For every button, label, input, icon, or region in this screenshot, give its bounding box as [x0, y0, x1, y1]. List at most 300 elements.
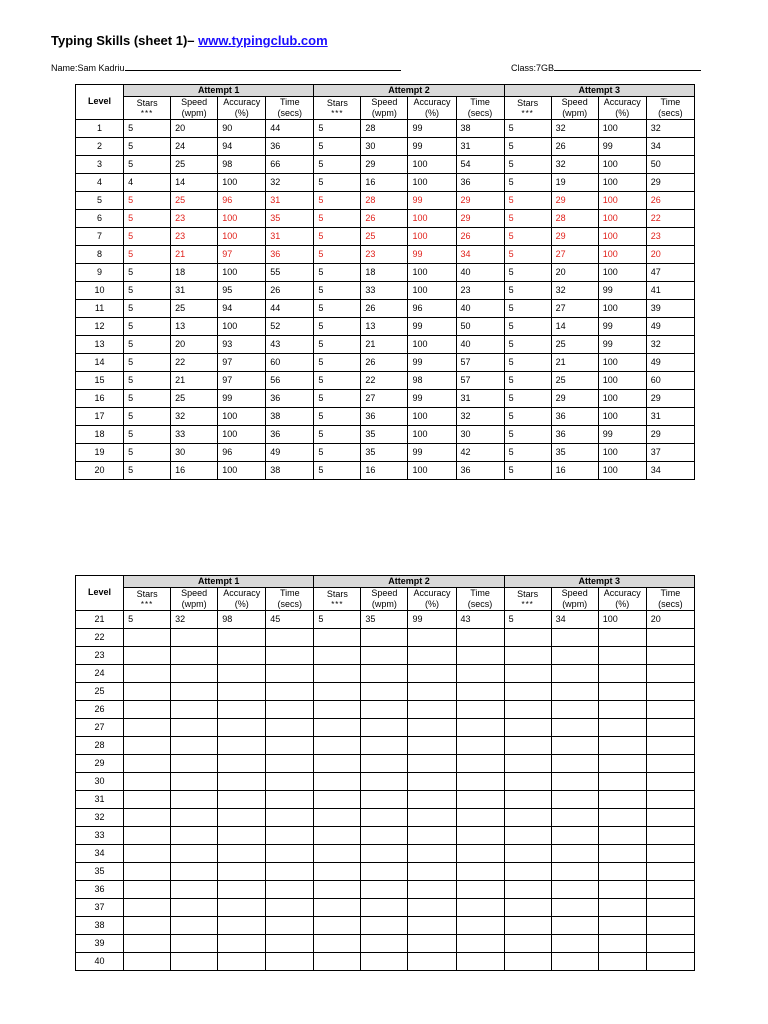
score-cell: 5 — [504, 444, 551, 462]
score-cell: 96 — [218, 444, 266, 462]
column-header — [314, 97, 361, 120]
column-header-line1: Time — [660, 588, 681, 598]
score-cell — [456, 719, 504, 737]
score-cell — [456, 773, 504, 791]
score-cell — [171, 935, 218, 953]
score-cell — [314, 863, 361, 881]
table-row — [76, 282, 695, 300]
score-cell: 38 — [266, 408, 314, 426]
table-row — [76, 629, 695, 647]
score-cell — [551, 665, 598, 683]
score-cell — [456, 665, 504, 683]
score-cell: 100 — [598, 228, 646, 246]
score-cell: 100 — [598, 246, 646, 264]
score-cell — [408, 863, 456, 881]
score-cell — [124, 701, 171, 719]
score-cell — [266, 881, 314, 899]
attempt-header: Attempt 3 — [504, 576, 694, 588]
score-cell: 100 — [218, 228, 266, 246]
score-cell — [218, 629, 266, 647]
column-header — [456, 97, 504, 120]
score-cell: 5 — [314, 372, 361, 390]
score-cell: 99 — [598, 426, 646, 444]
column-header — [504, 97, 551, 120]
score-cell — [314, 701, 361, 719]
score-cell: 5 — [504, 408, 551, 426]
score-cell: 5 — [314, 156, 361, 174]
level-cell: 12 — [76, 318, 124, 336]
score-cell: 99 — [218, 390, 266, 408]
score-cell: 5 — [124, 408, 171, 426]
score-cell — [646, 629, 694, 647]
score-cell — [646, 647, 694, 665]
score-cell: 25 — [551, 336, 598, 354]
score-cell — [456, 647, 504, 665]
score-cell: 21 — [361, 336, 408, 354]
score-cell: 36 — [551, 426, 598, 444]
column-header-row — [76, 588, 695, 611]
score-cell — [314, 629, 361, 647]
score-cell: 100 — [598, 390, 646, 408]
level-cell: 38 — [76, 917, 124, 935]
score-cell — [456, 935, 504, 953]
score-cell: 20 — [171, 120, 218, 138]
score-cell: 5 — [124, 336, 171, 354]
column-header-line1: Accuracy — [603, 97, 641, 107]
score-cell — [171, 665, 218, 683]
table-row — [76, 246, 695, 264]
table-row — [76, 156, 695, 174]
score-cell — [218, 845, 266, 863]
score-cell — [408, 737, 456, 755]
score-cell: 5 — [504, 372, 551, 390]
score-cell — [504, 791, 551, 809]
level-cell: 23 — [76, 647, 124, 665]
column-header-line1: Stars — [517, 589, 539, 599]
score-cell — [218, 809, 266, 827]
score-cell: 99 — [408, 246, 456, 264]
score-cell: 100 — [218, 426, 266, 444]
score-cell: 99 — [408, 120, 456, 138]
score-cell: 19 — [551, 174, 598, 192]
score-cell: 5 — [124, 462, 171, 480]
score-cell — [551, 647, 598, 665]
score-cell: 36 — [361, 408, 408, 426]
score-cell: 5 — [504, 210, 551, 228]
level-cell: 18 — [76, 426, 124, 444]
score-cell — [218, 665, 266, 683]
score-cell — [646, 863, 694, 881]
score-cell — [456, 629, 504, 647]
column-header — [551, 97, 598, 120]
column-header — [598, 588, 646, 611]
column-header-line2: (wpm) — [181, 599, 207, 609]
score-cell: 36 — [456, 174, 504, 192]
score-cell — [504, 647, 551, 665]
score-cell — [456, 827, 504, 845]
level-cell: 8 — [76, 246, 124, 264]
score-cell — [504, 881, 551, 899]
attempts-header-row — [76, 576, 695, 588]
name-label: Name:Sam Kadriu — [51, 63, 125, 73]
level-cell: 20 — [76, 462, 124, 480]
score-cell — [551, 719, 598, 737]
level-cell: 28 — [76, 737, 124, 755]
score-cell: 18 — [361, 264, 408, 282]
score-cell — [598, 647, 646, 665]
score-cell — [361, 737, 408, 755]
column-header — [646, 97, 694, 120]
score-cell: 23 — [361, 246, 408, 264]
score-cell — [266, 899, 314, 917]
class-underline — [554, 61, 701, 71]
typingclub-link[interactable]: www.typingclub.com — [198, 33, 328, 48]
score-cell — [314, 899, 361, 917]
score-cell — [361, 629, 408, 647]
score-cell: 96 — [408, 300, 456, 318]
column-header-line2: (secs) — [277, 108, 303, 118]
score-cell: 35 — [361, 426, 408, 444]
score-cell: 32 — [171, 611, 218, 629]
score-cell — [314, 935, 361, 953]
score-cell: 27 — [361, 390, 408, 408]
score-cell — [124, 665, 171, 683]
table-row — [76, 827, 695, 845]
score-cell: 22 — [361, 372, 408, 390]
score-cell: 97 — [218, 354, 266, 372]
column-header — [361, 588, 408, 611]
score-cell: 99 — [598, 318, 646, 336]
score-cell: 28 — [361, 120, 408, 138]
score-cell: 100 — [218, 174, 266, 192]
score-cell — [218, 755, 266, 773]
score-cell — [408, 773, 456, 791]
score-cell — [598, 917, 646, 935]
column-header-line1: Stars — [517, 98, 539, 108]
score-cell: 25 — [551, 372, 598, 390]
score-cell — [171, 863, 218, 881]
score-cell — [266, 665, 314, 683]
table-row — [76, 845, 695, 863]
score-cell: 100 — [408, 282, 456, 300]
score-cell — [314, 881, 361, 899]
score-cell: 5 — [314, 390, 361, 408]
score-cell: 5 — [124, 210, 171, 228]
column-header-line1: Speed — [181, 97, 208, 107]
column-header-line2: (%) — [234, 108, 249, 118]
score-cell: 99 — [598, 282, 646, 300]
table-row — [76, 899, 695, 917]
attempt-header: Attempt 3 — [504, 85, 694, 97]
score-cell: 100 — [218, 210, 266, 228]
level-cell: 22 — [76, 629, 124, 647]
score-cell — [456, 899, 504, 917]
column-header-line1: Accuracy — [413, 588, 451, 598]
score-cell — [551, 683, 598, 701]
score-cell: 20 — [171, 336, 218, 354]
score-cell: 21 — [171, 372, 218, 390]
level-cell: 37 — [76, 899, 124, 917]
score-cell — [646, 773, 694, 791]
score-cell — [408, 809, 456, 827]
column-header — [314, 588, 361, 611]
score-cell: 13 — [171, 318, 218, 336]
score-cell: 32 — [646, 120, 694, 138]
score-cell: 100 — [598, 300, 646, 318]
score-cell: 35 — [361, 611, 408, 629]
attempt-header: Attempt 2 — [314, 576, 504, 588]
level-cell: 32 — [76, 809, 124, 827]
score-cell — [456, 683, 504, 701]
score-cell: 100 — [598, 372, 646, 390]
score-cell — [266, 827, 314, 845]
score-cell: 35 — [266, 210, 314, 228]
level-header-label: Level — [88, 96, 112, 106]
score-cell: 90 — [218, 120, 266, 138]
score-cell: 100 — [408, 336, 456, 354]
score-cell — [408, 899, 456, 917]
table-row — [76, 665, 695, 683]
column-header-line1: Speed — [371, 588, 398, 598]
score-cell: 97 — [218, 372, 266, 390]
score-cell: 5 — [314, 282, 361, 300]
score-cell — [124, 917, 171, 935]
score-cell — [361, 827, 408, 845]
score-cell — [218, 917, 266, 935]
score-cell: 5 — [314, 462, 361, 480]
score-cell: 36 — [266, 246, 314, 264]
score-cell: 5 — [124, 264, 171, 282]
attempt-header: Attempt 1 — [124, 85, 314, 97]
score-cell: 26 — [266, 282, 314, 300]
score-cell: 29 — [551, 228, 598, 246]
score-cell — [314, 773, 361, 791]
score-cell — [551, 773, 598, 791]
name-underline — [125, 61, 401, 71]
score-cell: 100 — [598, 611, 646, 629]
score-cell: 23 — [171, 228, 218, 246]
score-cell: 100 — [408, 174, 456, 192]
score-cell — [408, 683, 456, 701]
score-cell: 23 — [456, 282, 504, 300]
stars-icon: *** — [331, 600, 344, 609]
table-row — [76, 120, 695, 138]
stars-icon: *** — [140, 109, 154, 118]
score-cell: 5 — [314, 611, 361, 629]
score-cell — [504, 845, 551, 863]
level-cell: 17 — [76, 408, 124, 426]
score-cell: 100 — [598, 210, 646, 228]
table-row — [76, 138, 695, 156]
score-cell: 31 — [456, 138, 504, 156]
score-cell: 30 — [361, 138, 408, 156]
table-header — [76, 85, 695, 120]
score-cell: 5 — [314, 354, 361, 372]
score-cell — [598, 737, 646, 755]
score-cell — [646, 737, 694, 755]
score-cell — [314, 665, 361, 683]
score-cell — [646, 899, 694, 917]
column-header — [266, 97, 314, 120]
score-cell — [124, 647, 171, 665]
score-cell: 98 — [218, 156, 266, 174]
table-row — [76, 683, 695, 701]
score-cell — [598, 809, 646, 827]
level-cell: 30 — [76, 773, 124, 791]
score-cell: 5 — [314, 336, 361, 354]
score-cell: 5 — [504, 174, 551, 192]
score-cell: 49 — [646, 318, 694, 336]
score-cell: 100 — [408, 210, 456, 228]
score-cell: 14 — [171, 174, 218, 192]
column-header-line1: Stars — [136, 589, 158, 599]
score-cell — [314, 845, 361, 863]
score-cell — [171, 809, 218, 827]
level-cell: 35 — [76, 863, 124, 881]
score-cell: 100 — [598, 174, 646, 192]
score-cell — [124, 683, 171, 701]
score-cell: 5 — [504, 138, 551, 156]
score-cell — [456, 737, 504, 755]
score-cell: 97 — [218, 246, 266, 264]
score-cell — [171, 899, 218, 917]
level-cell: 9 — [76, 264, 124, 282]
table-row — [76, 264, 695, 282]
score-cell: 29 — [646, 390, 694, 408]
score-cell: 18 — [171, 264, 218, 282]
score-cell — [504, 737, 551, 755]
column-header-line2: (wpm) — [562, 108, 588, 118]
table-row — [76, 174, 695, 192]
column-header — [408, 588, 456, 611]
score-cell — [171, 791, 218, 809]
score-cell — [504, 719, 551, 737]
score-cell: 32 — [171, 408, 218, 426]
score-cell — [646, 665, 694, 683]
score-cell — [361, 845, 408, 863]
table-body — [76, 120, 695, 480]
score-cell — [456, 863, 504, 881]
score-cell — [646, 935, 694, 953]
score-cell: 27 — [551, 300, 598, 318]
score-cell — [218, 953, 266, 971]
score-cell — [314, 791, 361, 809]
column-header — [504, 588, 551, 611]
score-cell: 5 — [504, 611, 551, 629]
column-header — [408, 97, 456, 120]
column-header-line1: Accuracy — [413, 97, 451, 107]
name-field — [51, 61, 401, 73]
column-header-line1: Speed — [371, 97, 398, 107]
score-cell — [598, 701, 646, 719]
column-header-line1: Stars — [326, 98, 348, 108]
score-cell — [551, 845, 598, 863]
column-header-line2: (secs) — [277, 599, 303, 609]
score-cell: 28 — [361, 192, 408, 210]
score-cell — [266, 791, 314, 809]
score-cell: 31 — [171, 282, 218, 300]
score-cell — [408, 917, 456, 935]
class-field — [511, 61, 701, 73]
table-row — [76, 318, 695, 336]
score-cell — [218, 791, 266, 809]
score-cell — [218, 827, 266, 845]
score-cell — [646, 827, 694, 845]
table-row — [76, 444, 695, 462]
class-label: Class:7GB — [511, 63, 555, 73]
table-row — [76, 791, 695, 809]
score-cell: 5 — [124, 354, 171, 372]
score-cell: 100 — [218, 264, 266, 282]
level-cell: 15 — [76, 372, 124, 390]
score-cell: 5 — [124, 156, 171, 174]
column-header — [171, 97, 218, 120]
score-cell: 100 — [598, 462, 646, 480]
score-cell — [646, 845, 694, 863]
score-cell: 100 — [408, 462, 456, 480]
score-cell: 33 — [361, 282, 408, 300]
score-cell — [266, 809, 314, 827]
level-header-label: Level — [88, 587, 112, 597]
score-cell — [314, 917, 361, 935]
score-cell — [504, 773, 551, 791]
score-cell: 35 — [551, 444, 598, 462]
score-cell — [171, 629, 218, 647]
score-cell: 96 — [218, 192, 266, 210]
score-cell — [171, 647, 218, 665]
score-cell — [408, 647, 456, 665]
score-cell — [314, 809, 361, 827]
level-cell: 1 — [76, 120, 124, 138]
level-header — [76, 576, 124, 611]
score-cell: 31 — [646, 408, 694, 426]
table-row — [76, 935, 695, 953]
score-cell — [408, 755, 456, 773]
score-cell: 37 — [646, 444, 694, 462]
stars-icon: *** — [521, 109, 534, 118]
attempts-header-row — [76, 85, 695, 97]
score-cell — [598, 719, 646, 737]
score-cell: 60 — [646, 372, 694, 390]
score-cell — [124, 791, 171, 809]
score-cell: 50 — [456, 318, 504, 336]
score-cell — [218, 899, 266, 917]
level-cell: 31 — [76, 791, 124, 809]
score-cell — [124, 827, 171, 845]
score-cell: 5 — [504, 156, 551, 174]
score-cell: 93 — [218, 336, 266, 354]
score-cell: 57 — [456, 354, 504, 372]
score-cell — [504, 827, 551, 845]
score-cell: 56 — [266, 372, 314, 390]
score-cell: 40 — [456, 300, 504, 318]
page-title — [51, 33, 328, 48]
score-cell: 5 — [504, 300, 551, 318]
score-cell: 29 — [646, 174, 694, 192]
score-cell: 39 — [646, 300, 694, 318]
score-cell — [504, 863, 551, 881]
score-cell: 100 — [598, 444, 646, 462]
table-row — [76, 408, 695, 426]
level-cell: 27 — [76, 719, 124, 737]
score-cell: 36 — [551, 408, 598, 426]
score-cell: 5 — [314, 174, 361, 192]
score-cell — [456, 791, 504, 809]
score-cell — [646, 791, 694, 809]
score-cell — [314, 683, 361, 701]
score-cell: 5 — [504, 282, 551, 300]
score-cell — [646, 683, 694, 701]
